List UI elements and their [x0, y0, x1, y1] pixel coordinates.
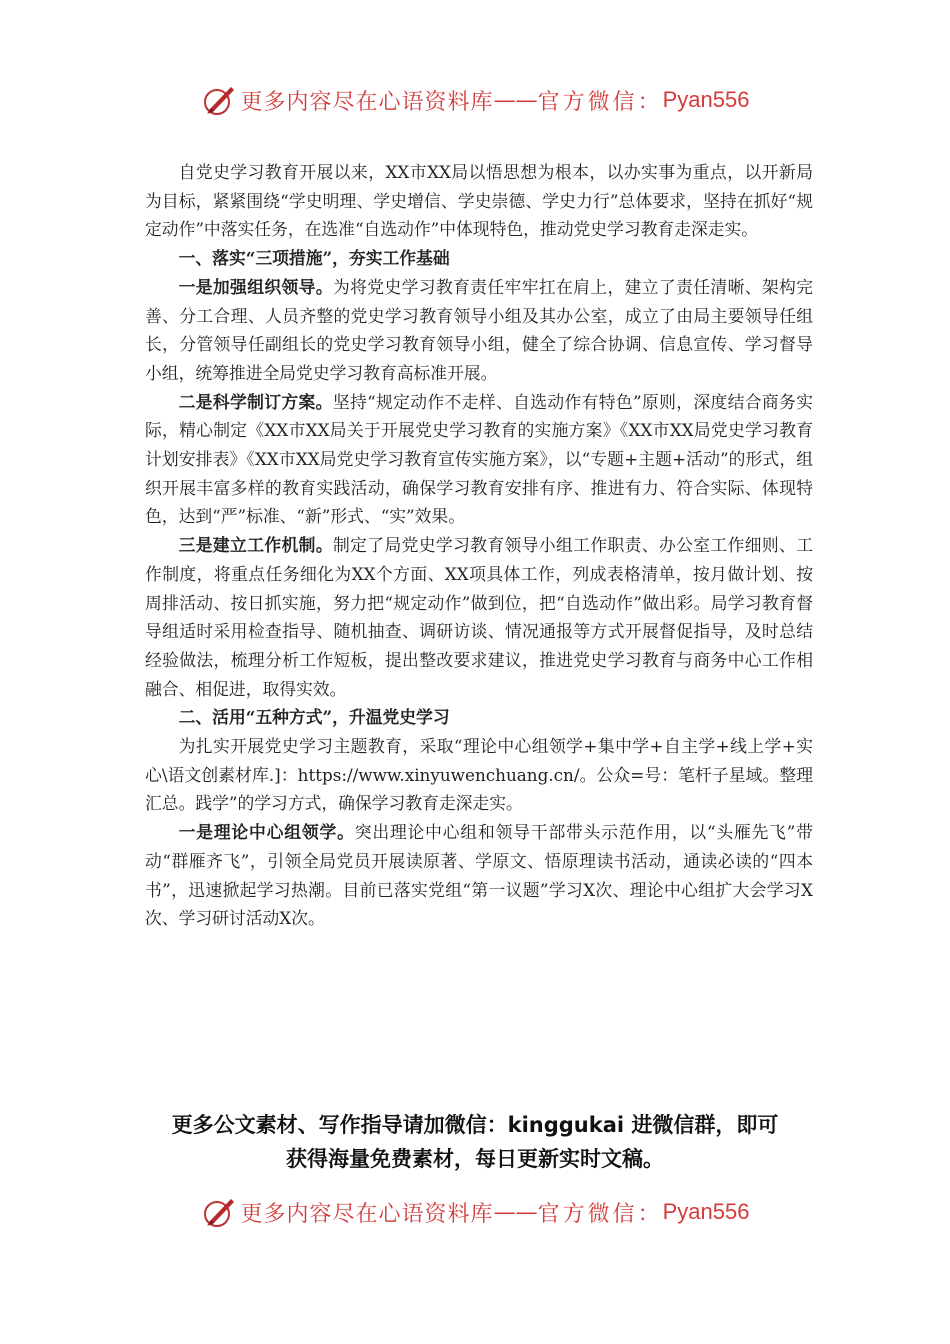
banner-wechat-label: 官方微信：: [537, 1201, 663, 1227]
paragraph: 二是科学制订方案。坚持“规定动作不走样、自选动作有特色”原则，深度结合商务实际，精心制定《XX市XX局关于开展党史学习教育的实施方案》《XX市XX局党史学习教育计划安排表》《XX市XX局党史学习教育宣传实施方案》，以“专题+主题+活动”的形式，组织开展丰富多样的教育实践活动，确保学习教育安排有序、推进有力、符合实际、体现特色，达到“严”标准、“新”形式、“实”效果。: [145, 391, 813, 527]
banner-separator: ——: [493, 1199, 538, 1225]
paragraph-lead: 三是建立工作机制。: [178, 535, 333, 556]
section-heading: 二、活用“五种方式”，升温党史学习: [178, 707, 450, 728]
banner-separator: ——: [493, 87, 538, 113]
footer-line-2: 获得海量免费素材，每日更新实时文稿。: [286, 1147, 664, 1171]
banner-title: 更多内容尽在心语资料库: [240, 89, 494, 115]
banner-wechat-id: Pyan556: [662, 1199, 750, 1224]
section-heading: 一、落实“三项措施”，夯实工作基础: [178, 248, 450, 269]
paragraph-lead: 二是科学制订方案。: [178, 391, 333, 412]
footer-promo: [0, 1108, 950, 1176]
banner-wechat-label: 官方微信：: [537, 89, 663, 115]
paragraph: 一是加强组织领导。为将党史学习教育责任牢牢扛在肩上，建立了责任清晰、架构完善、分工合理、人员齐整的党史学习教育领导小组及其办公室，成立了由局主要领导任组长，分管领导任副组长的党史学习教育领导小组，健全了综合协调、信息宣传、学习督导小组，统筹推进全局党史学习教育高标准开展。: [145, 276, 813, 383]
article-body: [145, 158, 813, 933]
paragraph-lead: 一是加强组织领导。: [178, 276, 333, 297]
header-banner: [0, 78, 950, 122]
paragraph-lead: 一是理论中心组领学。: [178, 822, 355, 843]
pen-quill-icon: [201, 1194, 237, 1230]
paragraph: 三是建立工作机制。制定了局党史学习教育领导小组工作职责、办公室工作细则、工作制度，将重点任务细化为XX个方面、XX项具体工作，列成表格清单，按月做计划、按周排活动、按日抓实施，努力把“规定动作”做到位，把“自选动作”做出彩。局学习教育督导组适时采用检查指导、随机抽查、调研访谈、情况通报等方式开展督促指导，及时总结经验做法，梳理分析工作短板，提出整改要求建议，推进党史学习教育与商务中心工作相融合、相促进，取得实效。: [145, 535, 813, 699]
banner-title: 更多内容尽在心语资料库: [240, 1201, 494, 1227]
paragraph: 一是理论中心组领学。突出理论中心组和领导干部带头示范作用，以“头雁先飞”带动“群雁齐飞”，引领全局党员开展读原著、学原文、悟原理读书活动，通读必读的“四本书”，迅速掀起学习热潮。目前已落实党组“第一议题”学习X次、理论中心组扩大会学习X次、学习研讨活动X次。: [145, 822, 813, 929]
footer-banner: [0, 1190, 950, 1234]
pen-quill-icon: [201, 82, 237, 118]
paragraph: 自党史学习教育开展以来，XX市XX局以悟思想为根本，以办实事为重点，以开新局为目标，紧紧围绕“学史明理、学史增信、学史崇德、学史力行”总体要求，坚持在抓好“规定动作”中落实任务，在选准“自选动作”中体现特色，推动党史学习教育走深走实。: [145, 162, 813, 240]
banner-wechat-id: Pyan556: [662, 87, 750, 112]
footer-line-1: 更多公文素材、写作指导请加微信：kinggukai 进微信群，即可: [171, 1113, 779, 1137]
paragraph: 为扎实开展党史学习主题教育，采取“理论中心组领学+集中学+自主学+线上学+实心\语文创素材库.]：https://www.xinyuwenchuang.cn/。公众=号：笔杆子星域。整理汇总。践学”的学习方式，确保学习教育走深走实。: [145, 736, 813, 814]
